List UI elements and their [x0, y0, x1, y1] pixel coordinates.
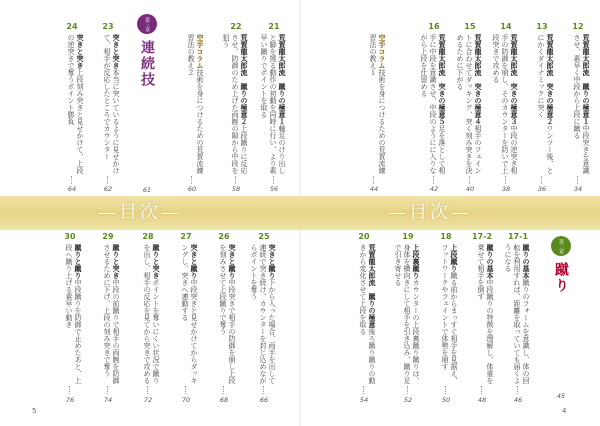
entry-text	[96, 244, 120, 384]
toc-entry[interactable]	[96, 22, 120, 192]
entry-number: 28	[142, 232, 154, 241]
entry-text	[470, 244, 494, 384]
chapter-label: 連続技	[139, 40, 155, 88]
entry-page: 54	[359, 396, 369, 404]
dot-leader	[469, 176, 470, 184]
entry-title: 蹴りの基本	[522, 244, 530, 279]
toc-entry[interactable]	[422, 22, 446, 192]
entry-title: 蹴りと蹴り	[74, 244, 82, 279]
entry-title: 荒賀龍太郎流 蹴りの極意１	[278, 34, 286, 125]
entry-title: 突きと蹴り	[190, 244, 198, 279]
dot-leader	[517, 386, 518, 394]
entry-desc: 後ろ蹴り蹴りの動きから変化させて上段を取る	[359, 244, 376, 384]
entry-desc: 軸足のけり出しと脚を撓る動作の初動を同時に行い、より素早い蹴りでポイントを取る	[260, 34, 286, 174]
entry-page: 70	[181, 396, 191, 404]
entry-desc: 中段突きを意識させ、素早く中段から上段に蹴る	[573, 34, 590, 174]
entry-number: 12	[572, 22, 584, 31]
entry-title: 空手コラム	[378, 34, 386, 69]
entry-text	[252, 244, 276, 384]
entry-text	[60, 34, 84, 174]
toc-entry[interactable]	[174, 232, 198, 404]
entry-desc: 中段蹴りを防御で止めたあと、上段へ蹴り上げる素早い動き	[65, 244, 82, 384]
entry-desc: 中段の前蹴りで相手の両腕を防御させるために下げ、上段の刻み突きで奪う	[103, 244, 120, 384]
toc-entry[interactable]	[224, 22, 248, 192]
chapter-tab-keri	[548, 236, 574, 400]
chapter-badge: 第三章	[137, 14, 157, 34]
entry-number: 21	[268, 22, 280, 31]
banner-title-right: —目次—	[388, 202, 472, 223]
entry-page: 62	[103, 185, 113, 193]
dot-leader	[69, 386, 70, 394]
entry-page: 66	[259, 396, 269, 404]
entry-desc: 本当に突いているように見せかけて、相手が反応したところでカウンター	[103, 34, 120, 174]
toc-entry[interactable]	[252, 232, 276, 404]
entry-number: 19	[402, 232, 414, 241]
toc-entry[interactable]	[530, 22, 554, 192]
entry-text	[422, 34, 446, 174]
toc-entry-column[interactable]	[362, 22, 386, 192]
entry-desc: カウンターの上段裏蹴り蹴りは、身体を横向きにして相手を引き込み、蹴り足で引き寄せる	[394, 244, 420, 384]
page-folio-left: 5	[32, 407, 37, 415]
entry-page: 50	[441, 396, 451, 404]
entry-desc: ワンツー後、とにかくダイナミックに突く	[537, 34, 554, 174]
entry-number: 29	[102, 232, 114, 241]
entry-title: 荒賀龍太郎流 突きの極意５	[438, 34, 446, 125]
entry-title: 荒賀龍太郎流 突きの極意３	[510, 34, 518, 125]
dot-leader	[273, 176, 274, 184]
entry-text	[224, 34, 248, 174]
entry-page: 64	[67, 185, 77, 193]
entry-desc: 足を落として相手に中段を意識させ、中段のようにに入りながら上段を仕留める	[420, 34, 446, 174]
toc-entry[interactable]	[494, 22, 518, 192]
toc-entry[interactable]	[434, 232, 458, 404]
dot-leader	[185, 386, 186, 394]
entry-number: 17-1	[507, 232, 529, 241]
entry-desc: 中段蹴りの特徴を理解し、体重を乗せて相手を倒す	[477, 244, 494, 384]
entry-page: 58	[231, 185, 241, 193]
dot-leader	[407, 386, 408, 394]
dot-leader	[445, 386, 446, 394]
entry-number: 17-2	[471, 232, 493, 241]
entry-title: 突きと蹴り	[228, 244, 236, 279]
toc-entry[interactable]	[470, 232, 494, 404]
toc-entry[interactable]	[58, 232, 82, 404]
entry-desc: 下から入った場合、両手を出して連続で突き続け、カウンターを封じ込めながらポイントを奪う	[250, 244, 276, 384]
entry-page: 74	[103, 396, 113, 404]
dot-leader	[263, 386, 264, 394]
entry-number: 16	[428, 22, 440, 31]
dot-leader	[235, 176, 236, 184]
entry-page: 36	[537, 185, 547, 193]
chapter-page: 45	[556, 392, 566, 400]
entry-page: 68	[219, 396, 229, 404]
dot-leader	[107, 176, 108, 184]
toc-entry[interactable]	[458, 22, 482, 192]
entry-number: 27	[180, 232, 192, 241]
entry-title: 荒賀龍太郎流 突きの極意２	[546, 34, 554, 125]
entry-title: 空手コラム	[196, 34, 204, 69]
entry-text	[58, 244, 82, 384]
entry-title: 荒賀龍太郎流 蹴りの極意２	[240, 34, 248, 125]
entry-title: 上段蹴り	[450, 244, 458, 272]
banner-title-left: —目次—	[98, 202, 182, 223]
entry-title: 突きと蹴り	[268, 244, 276, 279]
entry-desc: 中段の逆突き相手の防御を崩し、そのカウンターを防いで上段突きで攻める	[492, 34, 518, 174]
entry-number: 15	[464, 22, 476, 31]
entry-title: 蹴りと突き	[152, 244, 160, 279]
entry-text	[96, 34, 120, 174]
toc-entry[interactable]	[506, 232, 530, 404]
entry-text	[262, 34, 286, 174]
entry-text	[434, 244, 458, 384]
entry-text	[362, 34, 386, 174]
dot-leader	[107, 386, 108, 394]
entry-number: 26	[218, 232, 230, 241]
entry-number: 25	[258, 232, 270, 241]
dot-leader	[71, 176, 72, 184]
dot-leader	[223, 386, 224, 394]
toc-entry[interactable]	[60, 22, 84, 192]
entry-title: 上段裏蹴り	[412, 244, 420, 279]
entry-number: 18	[440, 232, 452, 241]
entry-text	[352, 244, 376, 384]
chapter-badge: 第二章	[551, 236, 571, 256]
toc-entry-column[interactable]	[180, 22, 204, 192]
entry-desc: 上段刻み突きと見せかけて、上段の逆突きで奪うポイント勝負	[67, 34, 84, 174]
chapter-tab-renzokuwaza	[134, 14, 160, 194]
entry-title: 蹴りと突き	[112, 244, 120, 279]
entry-number: 22	[230, 22, 242, 31]
entry-text	[530, 34, 554, 174]
entry-page: 72	[143, 396, 153, 404]
dot-leader	[433, 176, 434, 184]
toc-entry[interactable]	[96, 232, 120, 404]
entry-text	[180, 34, 204, 174]
toc-entry[interactable]	[352, 232, 376, 404]
entry-desc: 相手のフェイントに合わせてダッキング、突く刻み突きを決めるために下がる	[456, 34, 482, 174]
dot-leader	[481, 386, 482, 394]
dot-leader	[541, 176, 542, 184]
entry-title: 突きと突き	[112, 34, 120, 69]
dot-leader	[147, 386, 148, 394]
entry-number: 20	[358, 232, 370, 241]
entry-text	[174, 244, 198, 384]
entry-page: 44	[369, 185, 379, 193]
entry-number: 30	[64, 232, 76, 241]
toc-entry[interactable]	[396, 232, 420, 404]
entry-title: 突きと突き	[76, 34, 84, 69]
entry-number: 14	[500, 22, 512, 31]
entry-page: 40	[465, 185, 475, 193]
dot-leader	[505, 176, 506, 184]
entry-text	[506, 244, 530, 384]
entry-desc: 技術を身につけるための荒賀流練習法の教え１	[369, 34, 386, 174]
toc-entry[interactable]	[212, 232, 236, 404]
entry-page: 56	[269, 185, 279, 193]
entry-text	[494, 34, 518, 174]
page-folio-right: 4	[562, 407, 567, 415]
entry-page: 48	[477, 396, 487, 404]
toc-entry[interactable]	[566, 22, 590, 192]
entry-desc: 中段突きと見せかけてからダッキングし、突きへ連動する	[181, 244, 198, 384]
entry-text	[566, 34, 590, 174]
entry-desc: 上段蹴りに反応させ、防御のため上げた両腕の隙から中段を狙う	[222, 34, 248, 174]
chapter-label: 蹴り	[553, 262, 569, 294]
entry-number: 13	[536, 22, 548, 31]
entry-number: 23	[102, 22, 114, 31]
chapter-page: 61	[142, 186, 152, 194]
entry-desc: ポイントを奪いにくい状況で蹴りを出し、相手の反応を見てから突きで攻める	[143, 244, 160, 384]
toc-entry[interactable]	[136, 232, 160, 404]
entry-page: 34	[573, 185, 583, 193]
entry-page: 60	[187, 185, 197, 193]
entry-title: 荒賀龍太郎流 蹴りの極意１	[582, 34, 590, 125]
entry-title: 蹴りの基本	[486, 244, 494, 279]
dot-leader	[191, 176, 192, 184]
entry-desc: 蹴りのフォームを意識し、体の回転を利用すれば、距離を取っていても届くようになる	[504, 244, 530, 384]
entry-desc: 技術を身につけるための荒賀流練習法の教え２	[187, 34, 204, 174]
entry-page: 38	[501, 185, 511, 193]
entry-desc: 蹴る前からまっすぐ相手を見据え、フットワークやフェイントで体勢を崩す	[441, 244, 458, 384]
entry-page: 46	[513, 396, 523, 404]
entry-page: 52	[403, 396, 413, 404]
entry-desc: 中段突きで相手の防御を崩し上段を刻みさせて上段蹴りで奪う	[219, 244, 236, 384]
entry-text	[136, 244, 160, 384]
dot-leader	[373, 176, 374, 184]
dot-leader	[577, 176, 578, 184]
entry-page: 42	[429, 185, 439, 193]
entry-text	[458, 34, 482, 174]
entry-number: 24	[66, 22, 78, 31]
entry-page: 76	[65, 396, 75, 404]
dot-leader	[363, 386, 364, 394]
entry-title: 荒賀龍太郎流 突きの極意４	[474, 34, 482, 125]
entry-text	[396, 244, 420, 384]
toc-entry[interactable]	[262, 22, 286, 192]
entry-text	[212, 244, 236, 384]
entry-title: 荒賀龍太郎流 蹴りの極意	[368, 244, 376, 328]
